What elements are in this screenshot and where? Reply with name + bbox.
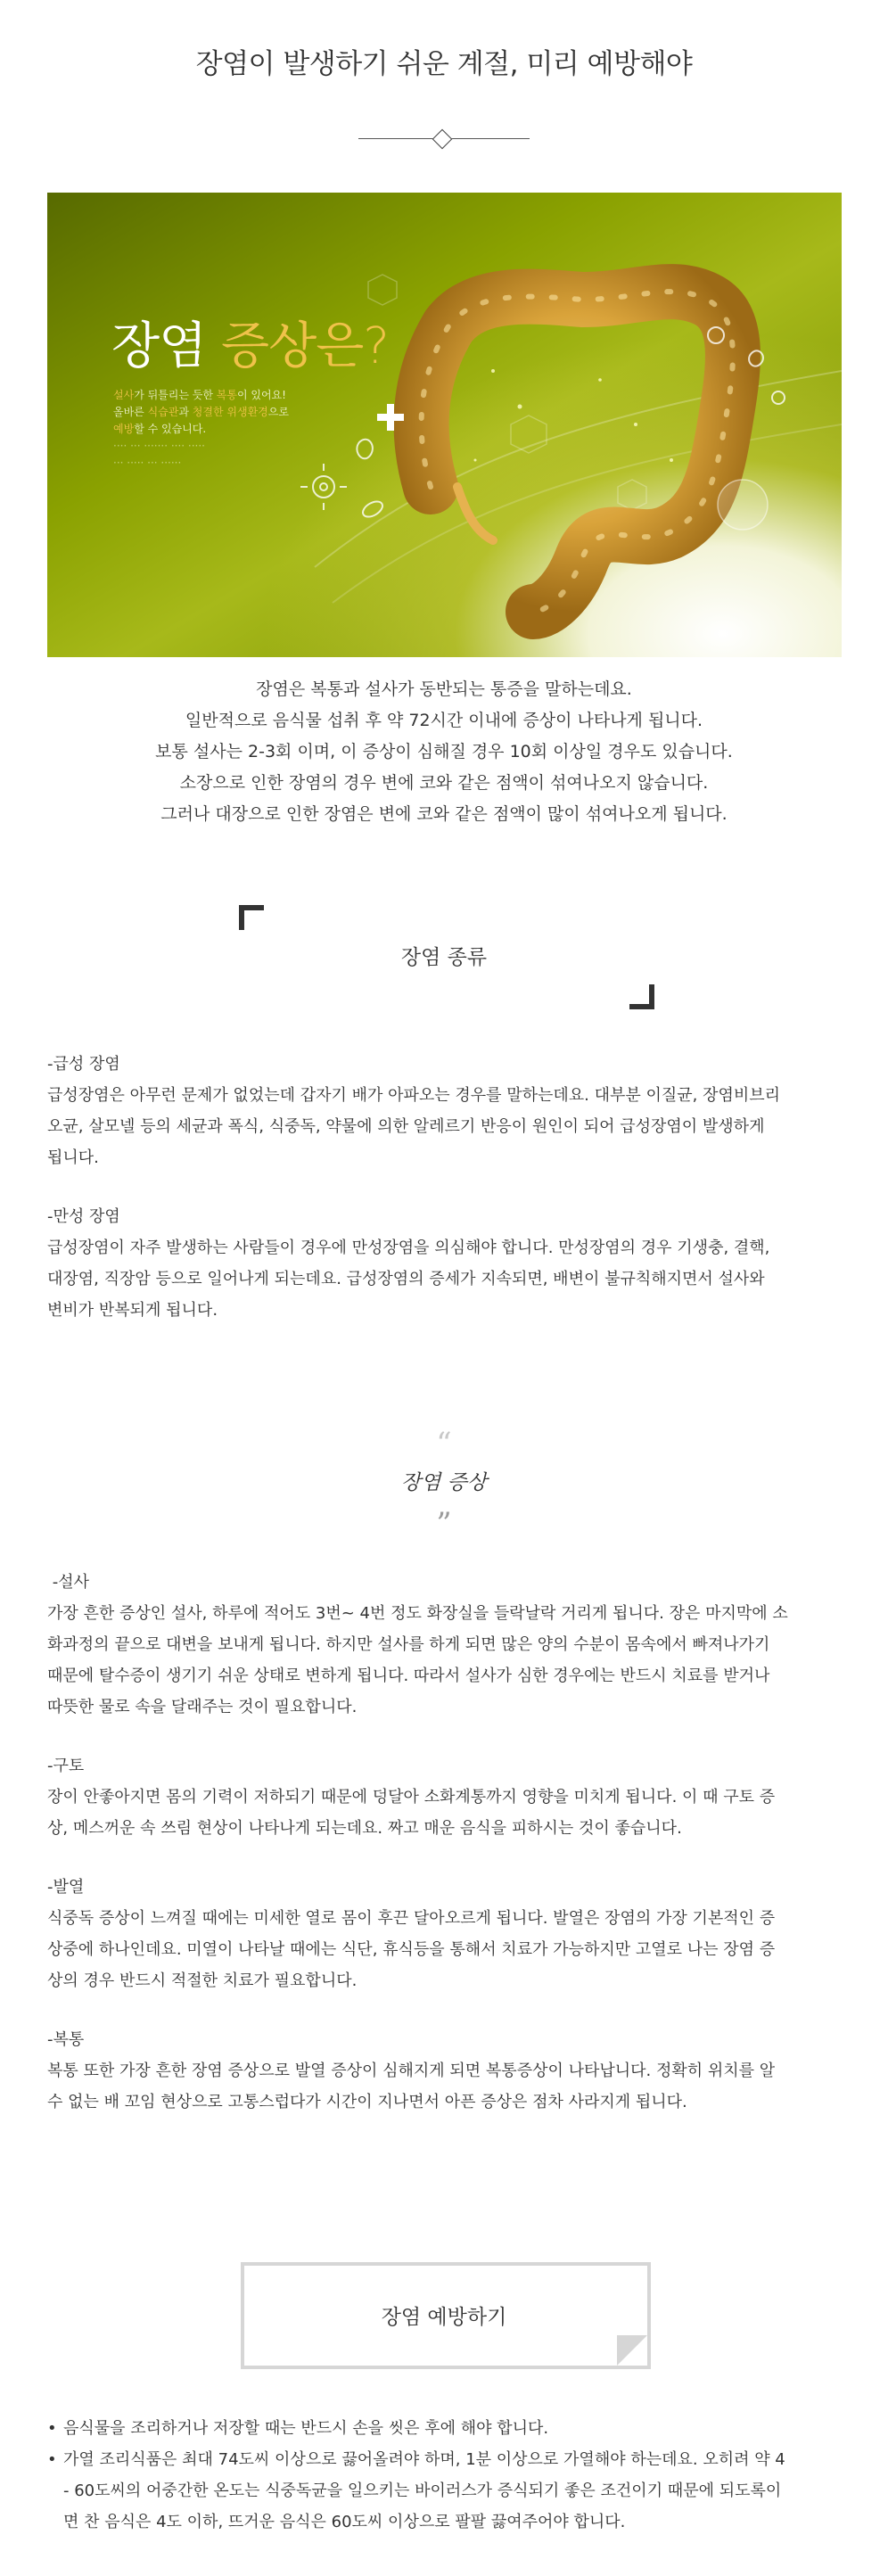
symptom-fever-block (47, 1872, 846, 1996)
item-text: 식중독 증상이 느껴질 때에는 미세한 열로 몸이 후끈 달아오르게 됩니다. 발열은 장염의 가장 기본적인 증 (47, 1909, 776, 1928)
list-item: • 음식물을 조리하거나 저장할 때는 반드시 손을 씻은 후에 해야 합니다. (47, 2413, 846, 2444)
bracket-top-left (239, 905, 264, 930)
bracket-bottom-right (629, 984, 654, 1009)
diamond-icon (432, 129, 453, 150)
hero-sub-line: 예방할 수 있습니다. (113, 423, 207, 435)
colon-shape (422, 292, 733, 612)
intro-line: 보통 설사는 2-3회 이며, 이 증상이 심해질 경우 10회 이상일 경우도 있습니다. (155, 742, 733, 761)
section-title-symptoms: 장염 증상 (400, 1471, 488, 1494)
hero-subtext (113, 387, 309, 472)
item-text: 변비가 반복되게 됩니다. (47, 1301, 218, 1320)
symptom-vomit-block (47, 1750, 846, 1844)
type-chronic-block (47, 1201, 846, 1326)
intro-line: 그러나 대장으로 인한 장염은 변에 코와 같은 점액이 많이 섞여나오게 됩니다. (160, 804, 728, 824)
intro-line: 소장으로 인한 장염의 경우 변에 코와 같은 점액이 섞여나오지 않습니다. (179, 773, 709, 793)
hero-sub-ghost: ··· ····· ··· ······ (113, 457, 182, 469)
intro-line: 일반적으로 음식물 섭취 후 약 72시간 이내에 증상이 나타나게 됩니다. (185, 711, 703, 730)
folded-corner (617, 2335, 647, 2366)
prevention-list (47, 2413, 846, 2538)
hero-heading-part2: 증상은? (221, 317, 390, 375)
section-title-prevention: 장염 예방하기 (381, 2306, 507, 2329)
item-text: 수 없는 배 꼬임 현상으로 고통스럽다가 시간이 지나면서 아픈 증상은 점차 사라지게 됩니다. (47, 2093, 687, 2111)
item-heading: -구토 (47, 1757, 85, 1775)
item-heading: -설사 (47, 1573, 89, 1592)
hero-heading (111, 307, 389, 378)
hero-sub-ghost: ···· ··· ······· ···· ····· (113, 440, 205, 452)
intro-paragraph (0, 674, 888, 830)
type-acute-block (47, 1049, 846, 1173)
item-text: 때문에 탈수증이 생기기 쉬운 상태로 변하게 됩니다. 따라서 설사가 심한 경우에는 반드시 치료를 받거나 (47, 1667, 770, 1685)
list-item: • 가열 조리식품은 최대 74도씨 이상으로 끓어올려야 하며, 1분 이상으로 가열해야 하는데요. 오히려 약 4 - 60도씨의 어중간한 온도는 식중독균을 일으키는 바이러스가 증식되기 좋은 조건이기 때문에 되도록이 면 찬 음식은 4도 이하, 뜨거운 음식은 60도씨 이상으로 팔팔 끓여주어야 합니다. (47, 2444, 846, 2538)
section-title-types: 장염 종류 (400, 946, 488, 969)
item-heading: -만성 장염 (47, 1207, 120, 1226)
item-text: 됩니다. (47, 1148, 99, 1167)
hero-sub-line: 올바른 식습관과 청결한 위생환경으로 (113, 406, 289, 418)
item-text: 가장 흔한 증상인 설사, 하루에 적어도 3번~ 4번 정도 화장실을 들락날락 거리게 됩니다. 장은 마지막에 소 (47, 1604, 788, 1623)
page-title: 장염이 발생하기 쉬운 계절, 미리 예방해야 (195, 48, 693, 80)
item-text: 급성장염은 아무런 문제가 없었는데 갑자기 배가 아파오는 경우를 말하는데요. 대부분 이질균, 장염비브리 (47, 1086, 781, 1105)
close-quote-icon: ” (436, 1506, 452, 1542)
hero-sub-line: 설사가 뒤틀리는 듯한 복통이 있어요! (113, 389, 286, 401)
symptom-pain-block (47, 2024, 846, 2118)
symptom-diarrhea-block (47, 1567, 846, 1723)
title-divider (358, 130, 530, 148)
item-text: 화과정의 끝으로 대변을 보내게 됩니다. 하지만 설사를 하게 되면 많은 양의 수분이 몸속에서 빠져나가기 (47, 1635, 770, 1654)
item-heading: -급성 장염 (47, 1055, 120, 1074)
item-heading: -발열 (47, 1878, 85, 1897)
item-text: 상의 경우 반드시 적절한 치료가 필요합니다. (47, 1971, 358, 1990)
open-quote-icon: “ (436, 1426, 452, 1461)
item-text: 복통 또한 가장 흔한 장염 증상으로 발열 증상이 심해지게 되면 복통증상이 나타납니다. 정확히 위치를 알 (47, 2062, 776, 2080)
item-text: 따뜻한 물로 속을 달래주는 것이 필요합니다. (47, 1698, 358, 1716)
sparkle-decor (474, 369, 674, 462)
item-text: 상중에 하나인데요. 미열이 나타날 때에는 식단, 휴식등을 통해서 치료가 가능하지만 고열로 나는 장염 증 (47, 1940, 776, 1959)
item-text: 장이 안좋아지면 몸의 기력이 저하되기 때문에 덩달아 소화계통까지 영향을 미치게 됩니다. 이 때 구토 증 (47, 1788, 776, 1806)
hero-heading-part1: 장염 (111, 317, 221, 375)
item-text: 대장염, 직장암 등으로 일어나게 되는데요. 급성장염의 증세가 지속되면, 배변이 불규칙해지면서 설사와 (47, 1270, 765, 1288)
item-heading: -복통 (47, 2030, 85, 2049)
bubble-decor (718, 480, 768, 530)
hero-banner-image (47, 193, 842, 657)
item-text: 급성장염이 자주 발생하는 사람들이 경우에 만성장염을 의심해야 합니다. 만성장염의 경우 기생충, 결핵, (47, 1239, 770, 1257)
intro-line: 장염은 복통과 설사가 동반되는 통증을 말하는데요. (256, 679, 632, 699)
item-text: 상, 메스꺼운 속 쓰림 현상이 나타나게 되는데요. 짜고 매운 음식을 피하시는 것이 좋습니다. (47, 1819, 682, 1838)
item-text: 오균, 살모넬 등의 세균과 폭식, 식중독, 약물에 의한 알레르기 반응이 원인이 되어 급성장염이 발생하게 (47, 1117, 765, 1136)
